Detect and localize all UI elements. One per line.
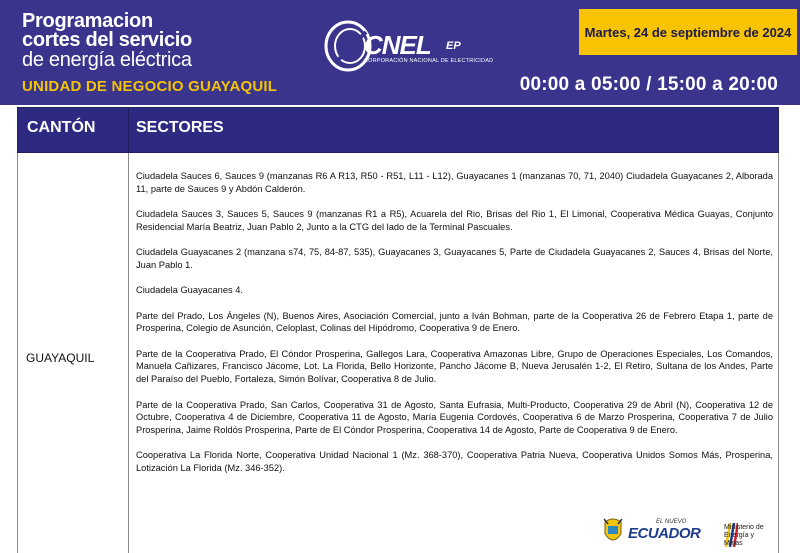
table-body xyxy=(17,153,779,553)
sector-paragraph: Ciudadela Guayacanes 2 (manzana s74, 75, 84-87, 535), Guayacanes 3, Guayacanes 5, Parte de Ciudadela Guayacanes 2, Sauces 4, Brisas del Norte, Juan Pablo 1. xyxy=(136,247,773,270)
header-divider xyxy=(128,108,129,154)
schedule-hours: 00:00 a 05:00 / 15:00 a 20:00 xyxy=(519,74,778,95)
ecuador-shield-icon xyxy=(602,516,624,546)
column-divider xyxy=(128,153,129,553)
title-line-1: Programacion xyxy=(22,10,153,32)
date-text: Martes, 24 de septiembre de 2024 xyxy=(584,24,792,40)
page-header xyxy=(0,0,800,105)
column-header-sectores: SECTORES xyxy=(136,119,224,136)
title-line-3: de energía eléctrica xyxy=(22,49,192,71)
sector-paragraph: Parte del Prado, Los Ángeles (N), Buenos Aires, Asociación Comercial, junto a Iván Bohman, parte de la Cooperativa 26 de Febrero Etapa 1, parte de Prosperina, Colegio de Asunción, Celoplast, Colinas del Hipódromo, Cooperativa 9 de Enero. xyxy=(136,310,773,334)
canton-cell: GUAYAQUIL xyxy=(26,351,95,365)
ministry-line-2: Energía y Minas xyxy=(724,532,754,547)
column-header-canton: CANTÓN xyxy=(27,119,96,136)
ecuador-text: ECUADOR xyxy=(628,525,701,542)
sector-paragraph: Ciudadela Guayacanes 4. xyxy=(136,285,243,296)
logo-ep-text: EP xyxy=(446,40,461,52)
sectors-cell xyxy=(136,170,773,487)
title-line-2: cortes del servicio xyxy=(22,29,192,51)
ministry-logo xyxy=(602,516,772,550)
el-nuevo-text: EL NUEVO xyxy=(656,519,687,525)
date-badge xyxy=(579,9,797,55)
table-header xyxy=(17,107,779,153)
logo-brand-text: CNEL xyxy=(364,30,431,60)
sector-paragraph: Ciudadela Sauces 6, Sauces 9 (manzanas R6 A R13, R50 - R51, L11 - L12), Guayacanes 1 (manzanas 70, 71, 2040) Ciudadela Guayacanes 2, Alborada 11, parte de Sauces 9 y Abdón Calderón. xyxy=(136,171,773,194)
ecuador-wordmark xyxy=(628,520,720,546)
business-unit-label: UNIDAD DE NEGOCIO GUAYAQUIL xyxy=(22,78,278,95)
cnel-logo xyxy=(322,16,494,76)
ministry-line-1: Ministerio de xyxy=(724,524,764,531)
sector-paragraph: Parte de la Cooperativa Prado, El Cóndor Prosperina, Gallegos Lara, Cooperativa Amazonas Libre, Grupo de Operaciones Especiales, Los Comandos, Manuela Cañizares, Francisco Jácome, Lot. La Florida, Bello Horizonte, Pancho Jácome B, Nueva Jerusalén 1-2, El Retiro, Sultana de los Andes, Parte del Paraíso del Pueblo, Fortaleza, Simón Bolívar, Cooperativa 8 de Julio. xyxy=(136,348,773,385)
sector-paragraph: Cooperativa La Florida Norte, Cooperativa Unidad Nacional 1 (Mz. 368-370), Cooperativa Patria Nueva, Cooperativa Unidos Somos Más, Prosperina, Lotización La Florida (Mz. 346-352). xyxy=(136,450,773,474)
ministry-name xyxy=(724,524,772,548)
sector-paragraph: Parte de la Cooperativa Prado, San Carlos, Cooperativa 31 de Agosto, Santa Eufrasia, Multi-Producto, Cooperativa 29 de Abril (N), Cooperativa 12 de Octubre, Cooperativa 4 de Diciembre, Cooperativa 11 de Agosto, María Eugenia Cordovés, Cooperativa 6 de Marzo Prosperina, Cooperativa 7 de Julio Prosperina, Jaime Roldós Prosperina, Parte de El Cóndor Prosperina, Cooperativa 14 de Agosto, Parte de Cooperativa 9 de Enero. xyxy=(136,399,773,435)
logo-subtitle: CORPORACIÓN NACIONAL DE ELECTRICIDAD xyxy=(364,58,494,64)
page-title xyxy=(22,12,192,70)
sector-paragraph: Ciudadela Sauces 3, Sauces 5, Sauces 9 (manzanas R1 a R5), Acuarela del Rio, Brisas del Rio 1, El Limonal, Cooperativa Médica Guayas, Conjunto Residencial María Beatriz, Juan Pablo 2, Junto a la CTG del lado de la Terminal Pascuales. xyxy=(136,209,773,232)
